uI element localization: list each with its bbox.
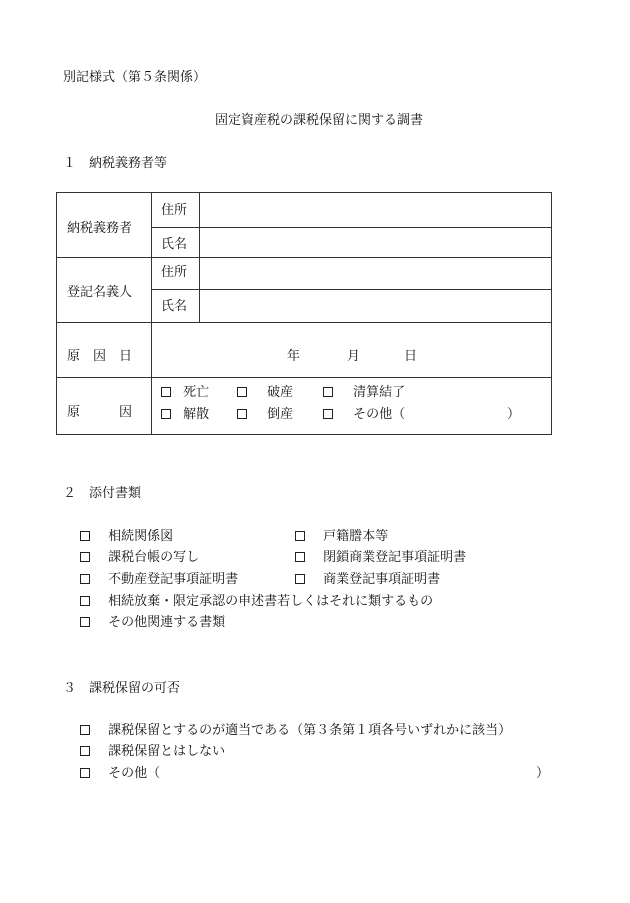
date-year: 年 <box>287 349 301 364</box>
cause-option-bankruptcy[interactable] <box>237 381 293 400</box>
document-title: 固定資産税の課税保留に関する調書 <box>215 113 424 128</box>
cause-option-death[interactable] <box>161 381 209 400</box>
cause-option-label: 解散 <box>183 407 210 422</box>
attachment-item[interactable] <box>80 590 433 609</box>
checkbox-icon[interactable] <box>80 768 90 778</box>
cause-option-liquidation[interactable] <box>323 381 405 400</box>
attachment-label: 相続放棄・限定承認の申述書若しくはそれに類するもの <box>108 594 434 609</box>
decision-label: 課税保留とはしない <box>108 744 226 759</box>
cause-label: 原 因 <box>67 405 133 420</box>
decision-item[interactable] <box>80 740 225 759</box>
row-divider-d <box>57 322 551 323</box>
date-day: 日 <box>404 349 418 364</box>
checkbox-icon[interactable] <box>295 552 305 562</box>
decision-label: その他（ <box>108 766 161 781</box>
taxpayer-label: 納税義務者 <box>67 221 133 236</box>
section1-heading: １ 納税義務者等 <box>63 156 168 171</box>
checkbox-icon[interactable] <box>323 387 333 397</box>
cause-option-dissolution[interactable] <box>161 403 209 422</box>
checkbox-icon[interactable] <box>80 596 90 606</box>
taxpayer-name-label: 氏名 <box>161 237 188 252</box>
cause-option-collapse[interactable] <box>237 403 293 422</box>
checkbox-icon[interactable] <box>237 409 247 419</box>
cause-option-label: 倒産 <box>267 407 294 422</box>
col-divider-1 <box>151 193 152 434</box>
attachment-item[interactable] <box>80 525 173 544</box>
attachment-item[interactable] <box>295 568 440 587</box>
cause-option-label: 清算結了 <box>353 385 406 400</box>
checkbox-icon[interactable] <box>80 617 90 627</box>
row-divider-a <box>152 227 551 228</box>
taxpayer-name-value[interactable] <box>202 230 547 256</box>
attachment-label: 戸籍謄本等 <box>323 529 389 544</box>
checkbox-icon[interactable] <box>295 574 305 584</box>
attachment-item[interactable] <box>80 568 238 587</box>
taxpayer-table <box>56 192 552 435</box>
checkbox-icon[interactable] <box>161 387 171 397</box>
taxpayer-address-value[interactable] <box>202 195 547 225</box>
attachment-item[interactable] <box>295 546 466 565</box>
registrant-name-value[interactable] <box>202 291 547 320</box>
cause-option-other[interactable] <box>323 403 405 422</box>
attachment-item[interactable] <box>80 611 225 630</box>
decision-other-close-paren: ） <box>536 766 550 781</box>
attachment-item[interactable] <box>80 546 199 565</box>
section2-heading: ２ 添付書類 <box>63 486 142 501</box>
cause-date-label: 原 因 日 <box>67 349 133 364</box>
row-divider-e <box>57 377 551 378</box>
decision-label: 課税保留とするのが適当である（第３条第１項各号いずれかに該当） <box>108 723 512 738</box>
decision-item[interactable] <box>80 719 511 738</box>
attachment-label: 相続関係図 <box>108 529 174 544</box>
checkbox-icon[interactable] <box>80 746 90 756</box>
checkbox-icon[interactable] <box>80 574 90 584</box>
attachment-label: 閉鎖商業登記事項証明書 <box>323 550 467 565</box>
checkbox-icon[interactable] <box>80 531 90 541</box>
registrant-address-label: 住所 <box>161 265 188 280</box>
checkbox-icon[interactable] <box>323 409 333 419</box>
checkbox-icon[interactable] <box>237 387 247 397</box>
form-label: 別記様式（第５条関係） <box>63 70 207 85</box>
cause-other-close-paren: ） <box>507 407 521 422</box>
attachment-label: 課税台帳の写し <box>108 550 200 565</box>
registrant-address-value[interactable] <box>202 259 547 287</box>
decision-item[interactable] <box>80 762 160 781</box>
section3-heading: ３ 課税保留の可否 <box>63 681 181 696</box>
registrant-name-label: 氏名 <box>161 299 188 314</box>
checkbox-icon[interactable] <box>80 725 90 735</box>
row-divider-b <box>57 257 551 258</box>
checkbox-icon[interactable] <box>80 552 90 562</box>
checkbox-icon[interactable] <box>161 409 171 419</box>
row-divider-c <box>152 289 551 290</box>
attachment-label: 商業登記事項証明書 <box>323 572 441 587</box>
attachment-item[interactable] <box>295 525 388 544</box>
date-month: 月 <box>347 349 361 364</box>
cause-option-label: 死亡 <box>183 385 210 400</box>
checkbox-icon[interactable] <box>295 531 305 541</box>
attachment-label: その他関連する書類 <box>108 615 226 630</box>
taxpayer-address-label: 住所 <box>161 203 188 218</box>
attachment-label: 不動産登記事項証明書 <box>108 572 239 587</box>
registrant-label: 登記名義人 <box>67 285 133 300</box>
cause-option-label: その他（ <box>353 407 406 422</box>
cause-option-label: 破産 <box>267 385 294 400</box>
